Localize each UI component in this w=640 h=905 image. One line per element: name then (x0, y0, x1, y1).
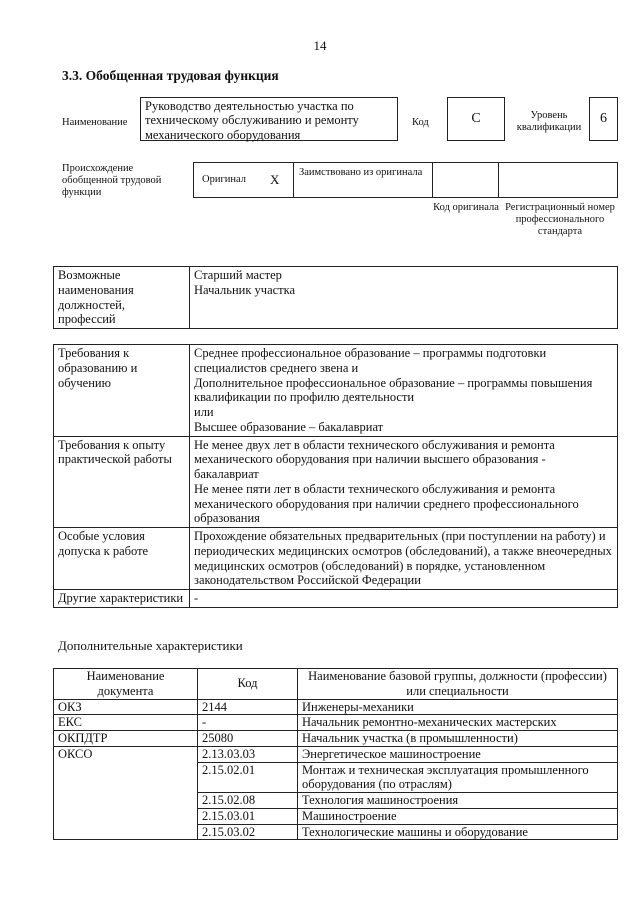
table-row (54, 746, 618, 762)
cell-code: 25080 (198, 731, 298, 747)
positions-table (53, 266, 618, 329)
education-values (190, 345, 618, 437)
position-item: Начальник участка (194, 282, 296, 297)
code-original-cell (433, 162, 499, 198)
other-label: Другие характеристики (54, 590, 190, 608)
name-label: Наименование (62, 117, 128, 128)
cell-doc: ЕКС (54, 715, 198, 731)
origin-row (193, 162, 618, 198)
other-values (190, 590, 618, 608)
requirement-text: Среднее профессиональное образование – программы подготовки специалистов среднего звена и (194, 346, 547, 375)
code-original-label: Код оригинала (433, 202, 499, 213)
level-label: Уровень квалификации (516, 110, 582, 134)
page-number: 14 (313, 38, 327, 53)
cell-name: Технология машиностроения (298, 793, 618, 809)
table-row (54, 345, 618, 437)
positions-values (190, 267, 618, 329)
borrowed-cell: Заимствовано из оригинала (293, 162, 433, 198)
cell-doc: ОКЗ (54, 699, 198, 715)
requirement-text: Не менее двух лет в области технического обслуживания и ремонта механического оборудования при наличии высшего образования - бакалавриат (194, 437, 555, 481)
extra-table (53, 668, 618, 840)
requirement-text: Дополнительное профессиональное образование – программы повышения квалификации по профилю деятельности (194, 375, 593, 405)
conditions-values (190, 528, 618, 590)
header-name: Наименование базовой группы, должности (профессии) или специальности (298, 669, 618, 700)
education-label: Требования к образованию и обучению (54, 345, 190, 437)
cell-name: Начальник ремонтно-механических мастерских (298, 715, 618, 731)
code-label: Код (412, 117, 429, 128)
cell-name: Технологические машины и оборудование (298, 824, 618, 840)
original-label: Оригинал (202, 173, 246, 185)
requirement-text: Прохождение обязательных предварительных (при поступлении на работу) и периодических медицинских осмотров (обследований), а также внеочередных медицинских осмотров (обследований) в порядке, установленном законодательством Российской Федерации (194, 529, 612, 588)
function-name-box: Руководство деятельностью участка по техническому обслуживанию и ремонту механического оборудования (140, 97, 398, 141)
cell-code: 2.13.03.03 (198, 746, 298, 762)
cell-name: Монтаж и техническая эксплуатация промышленного оборудования (по отраслям) (298, 762, 618, 793)
header-code: Код (198, 669, 298, 700)
cell-doc: ОКПДТР (54, 731, 198, 747)
extra-title: Дополнительные характеристики (58, 638, 243, 653)
cell-name: Машиностроение (298, 808, 618, 824)
table-row (54, 699, 618, 715)
cell-name: Начальник участка (в промышленности) (298, 731, 618, 747)
table-row (54, 436, 618, 528)
table-header-row (54, 669, 618, 700)
table-row (54, 715, 618, 731)
positions-label: Возможные наименования должностей, профессий (54, 267, 190, 329)
requirement-text: - (194, 591, 199, 605)
cell-code: - (198, 715, 298, 731)
cell-code: 2.15.03.01 (198, 808, 298, 824)
section-title: 3.3. Обобщенная трудовая функция (62, 68, 279, 83)
original-mark: X (270, 171, 280, 187)
table-row (54, 267, 618, 329)
table-row (54, 528, 618, 590)
cell-code: 2.15.02.08 (198, 793, 298, 809)
requirement-text: Высшее образование – бакалавриат (194, 419, 384, 434)
table-row (54, 590, 618, 608)
requirements-table (53, 344, 618, 608)
table-row (54, 731, 618, 747)
experience-label: Требования к опыту практической работы (54, 436, 190, 528)
original-cell (193, 162, 293, 198)
cell-doc: ОКСО (54, 746, 198, 840)
reg-number-cell (499, 162, 618, 198)
code-box: C (447, 97, 505, 141)
cell-code: 2144 (198, 699, 298, 715)
experience-values (190, 436, 618, 528)
requirement-text: или (194, 405, 214, 419)
header-doc: Наименование документа (54, 669, 198, 700)
level-box: 6 (589, 97, 618, 141)
reg-number-label: Регистрационный номер профессионального стандарта (505, 202, 615, 238)
cell-name: Инженеры-механики (298, 699, 618, 715)
cell-name: Энергетическое машиностроение (298, 746, 618, 762)
position-item: Старший мастер (194, 268, 282, 282)
cell-code: 2.15.03.02 (198, 824, 298, 840)
cell-code: 2.15.02.01 (198, 762, 298, 793)
requirement-text: Не менее пяти лет в области технического обслуживания и ремонта механического оборудования при наличии среднего профессионального образования (194, 481, 579, 526)
origin-label: Происхождение обобщенной трудовой функции (62, 163, 162, 199)
conditions-label: Особые условия допуска к работе (54, 528, 190, 590)
